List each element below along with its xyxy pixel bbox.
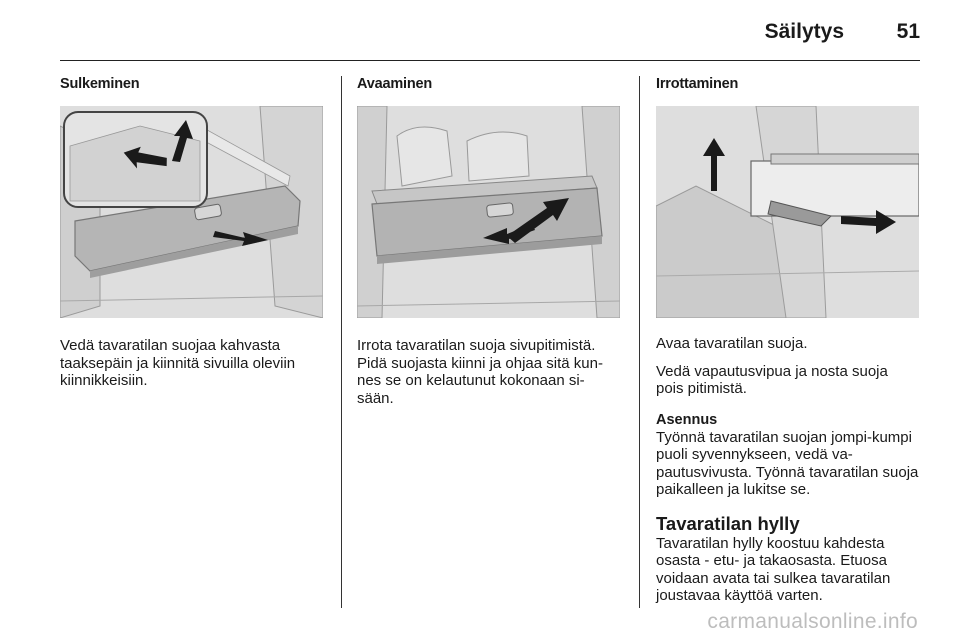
body-text: Irrota tavaratilan suoja sivupitimistä. Pidä suojasta kiinni ja ohjaa sitä kun-nes se on kelautunut kokonaan si-sään. bbox=[357, 337, 603, 407]
column-heading: Irrottaminen bbox=[656, 76, 739, 92]
body-text: Vedä vapautusvipua ja nosta suoja pois pitimistä. bbox=[656, 362, 888, 397]
page-header bbox=[60, 14, 920, 61]
section-heading: Tavaratilan hylly bbox=[656, 512, 800, 534]
column-heading: Avaaminen bbox=[357, 76, 433, 92]
illustration-opening bbox=[357, 106, 620, 318]
page-number: 51 bbox=[896, 20, 920, 43]
illustration-closing bbox=[60, 106, 323, 318]
column-divider bbox=[639, 76, 640, 608]
illustration-removing bbox=[656, 106, 919, 318]
column-closing bbox=[60, 76, 323, 390]
body-text: Työnnä tavaratilan suojan jompi-kumpi puoli syvennykseen, vedä va-pautusvivusta. Työnnä tavaratilan suoja paikalleen ja lukitse se. bbox=[656, 428, 919, 498]
watermark: carmanualsonline.info bbox=[707, 610, 918, 633]
body-text: Avaa tavaratilan suoja. bbox=[656, 335, 808, 352]
body-text: Tavaratilan hylly koostuu kahdesta osasta - etu- ja takaosasta. Etuosa voidaan avata tai sulkea tavaratilan joustavaa käyttöä varten. bbox=[656, 534, 891, 604]
column-removing bbox=[656, 76, 919, 605]
column-opening bbox=[357, 76, 620, 407]
section-title: Säilytys bbox=[764, 20, 844, 43]
subheading: Asennus bbox=[656, 411, 718, 428]
column-divider bbox=[341, 76, 342, 608]
body-text: Vedä tavaratilan suojaa kahvasta taaksepäin ja kiinnitä sivuilla oleviin kiinnikkeisiin. bbox=[60, 337, 296, 389]
column-heading: Sulkeminen bbox=[60, 76, 140, 92]
